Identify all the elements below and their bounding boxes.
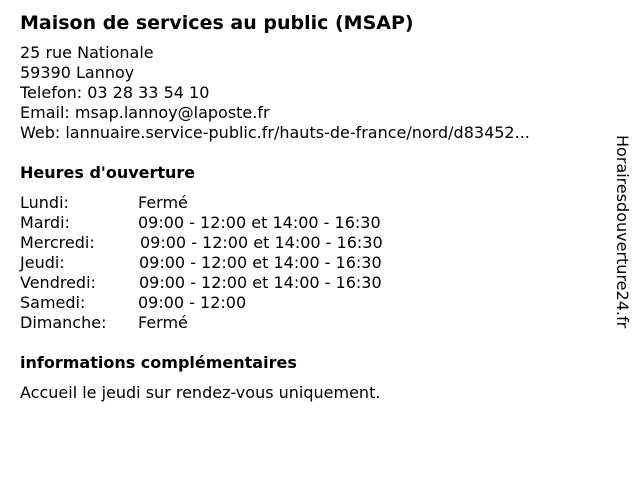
street-address: 25 rue Nationale [20, 43, 154, 62]
opening-hours-heading: Heures d'ouverture [20, 163, 196, 182]
email-line: Email: msap.lannoy@laposte.fr [20, 103, 270, 122]
day-label: Samedi: [20, 293, 86, 312]
phone-line: Telefon: 03 28 33 54 10 [20, 83, 210, 102]
day-label: Vendredi: [20, 273, 96, 292]
additional-info-heading: informations complémentaires [20, 353, 297, 372]
website-line: Web: lannuaire.service-public.fr/hauts-de-france/nord/d83452... [20, 123, 530, 142]
additional-info-text: Accueil le jeudi sur rendez-vous uniquement. [20, 383, 381, 402]
time-value: 09:00 - 12:00 et 14:00 - 16:30 [139, 253, 382, 272]
site-watermark: Horairesdouverture24.fr [613, 135, 632, 329]
time-value: 09:00 - 12:00 et 14:00 - 16:30 [138, 213, 381, 232]
time-value: 09:00 - 12:00 et 14:00 - 16:30 [139, 273, 382, 292]
time-value: 09:00 - 12:00 et 14:00 - 16:30 [140, 233, 383, 252]
city-address: 59390 Lannoy [20, 63, 135, 82]
day-label: Mardi: [20, 213, 70, 232]
day-label: Dimanche: [20, 313, 107, 332]
time-value: Fermé [138, 193, 188, 212]
day-label: Jeudi: [20, 253, 65, 272]
day-label: Mercredi: [20, 233, 95, 252]
address-block [20, 43, 530, 143]
day-label: Lundi: [20, 193, 69, 212]
page-title: Maison de services au public (MSAP) [20, 12, 414, 34]
time-value: 09:00 - 12:00 [138, 293, 247, 312]
time-value: Fermé [138, 313, 188, 332]
